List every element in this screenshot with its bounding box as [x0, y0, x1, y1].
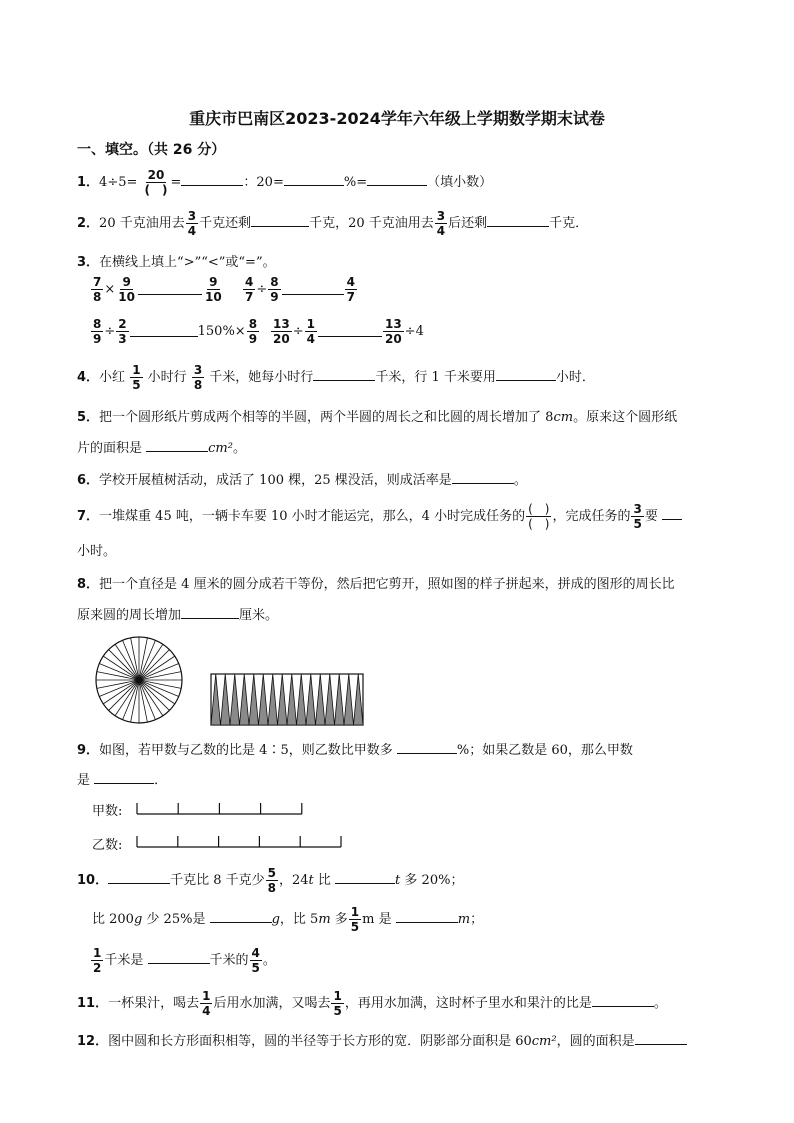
section-heading: 一、填空。（共 26 分）	[77, 142, 226, 158]
question-10-line3: $\frac{1}{2}$ 千米是 千米的 $\frac{4}{5}$ 。	[93, 946, 276, 975]
question-10-line2: 比 200g 少 25%是 g，比 5m 多 $\frac{1}{5}$ m 是 m；	[92, 905, 484, 934]
answer-blank[interactable]	[130, 326, 198, 337]
question-10-line1: 10． 千克比 8 千克少 $\frac{5}{8}$ ，24t 比 t 多 20%；	[77, 866, 464, 895]
answer-blank[interactable]	[210, 910, 272, 923]
answer-blank[interactable]	[284, 173, 344, 186]
answer-blank[interactable]	[318, 326, 382, 337]
compare-2: $\frac{4}{7}$ ÷ $\frac{8}{9}$ $\frac{4}{7}$	[245, 275, 355, 304]
question-3: 3．在横线上填上“>”“<”或“=”。	[77, 255, 276, 270]
yi-bar	[135, 832, 345, 850]
answer-blank[interactable]	[181, 173, 243, 186]
answer-blank[interactable]	[396, 910, 458, 923]
question-5-line2: 片的面积是 cm²。	[77, 441, 246, 456]
question-7-line2: 小时。	[77, 544, 117, 559]
question-8-line1: 8．把一个直径是 4 厘米的圆分成若干等份，然后把它剪开，照如图的样子拼起来，拼成的图形的周长比	[77, 577, 675, 592]
question-2: 2．20 千克油用去 $\frac{3}{4}$ 千克还剩 千克，20 千克油用去 $\frac{3}{4}$ 后还剩 千克．	[77, 209, 589, 238]
answer-blank[interactable]	[94, 771, 154, 784]
yi-label: 乙数:	[92, 838, 123, 853]
answer-blank[interactable]	[635, 1032, 687, 1045]
compare-1: $\frac{7}{8}$ × $\frac{9}{10}$ $\frac{9}{10}$	[93, 275, 222, 304]
jia-bar	[135, 799, 305, 817]
question-1: 1．4÷5= $\frac{20}{( )}$ = ：20= %= （填小数）	[77, 168, 493, 197]
compare-4: $\frac{13}{20}$ ÷ $\frac{1}{4}$ $\frac{13}{20}$ ÷4	[273, 317, 424, 346]
answer-blank[interactable]	[148, 951, 210, 964]
answer-blank[interactable]	[146, 439, 208, 452]
answer-blank[interactable]	[282, 284, 344, 295]
question-9-line2: 是 ．	[77, 773, 168, 788]
divided-circle-figure	[94, 635, 184, 725]
answer-blank[interactable]	[335, 871, 395, 884]
answer-blank[interactable]	[592, 994, 654, 1007]
rearranged-shape-figure	[210, 673, 365, 727]
answer-blank[interactable]	[487, 214, 549, 227]
question-8-line2: 原来圆的周长增加 厘米。	[77, 608, 279, 623]
answer-blank[interactable]	[138, 284, 202, 295]
question-9-line1: 9．如图，若甲数与乙数的比是 4∶5，则乙数比甲数多 %；如果乙数是 60，那么甲数	[77, 743, 633, 758]
answer-blank[interactable]	[367, 173, 427, 186]
answer-blank[interactable]	[181, 606, 239, 619]
question-12: 12．图中圆和长方形面积相等，圆的半径等于长方形的宽．阴影部分面积是 60cm²，圆的面积是	[77, 1030, 687, 1049]
fraction: $\frac{20}{( )}$	[144, 168, 168, 197]
page-title: 重庆市巴南区2023-2024学年六年级上学期数学期末试卷	[189, 109, 605, 128]
question-4: 4．小红 $\frac{1}{5}$ 小时行 $\frac{3}{8}$ 千米，她每小时行 千米，行 1 千米要用 小时．	[77, 363, 595, 392]
question-5-line1: 5．把一个圆形纸片剪成两个相等的半圆，两个半圆的周长之和比圆的周长增加了 8cm。原来这个圆形纸	[77, 410, 678, 425]
answer-blank[interactable]	[496, 368, 556, 381]
answer-blank[interactable]	[313, 368, 375, 381]
answer-blank[interactable]	[662, 507, 682, 520]
question-11: 11．一杯果汁，喝去 $\frac{1}{4}$ 后用水加满，又喝去 $\frac{1}{5}$ ，再用水加满，这时杯子里水和果汁的比是 。	[77, 989, 667, 1018]
answer-blank[interactable]	[452, 471, 514, 484]
answer-blank[interactable]	[251, 214, 309, 227]
answer-blank[interactable]	[108, 871, 170, 884]
question-6: 6．学校开展植树活动，成活了 100 棵，25 棵没活，则成活率是 。	[77, 473, 527, 488]
question-7-line1: 7．一堆煤重 45 吨，一辆卡车要 10 小时才能运完，那么，4 小时完成任务的 $\frac{( )}{( )}$ ，完成任务的 $\frac{3}{5}$ 要	[77, 503, 682, 530]
jia-label: 甲数:	[92, 804, 123, 819]
answer-blank[interactable]	[397, 741, 457, 754]
compare-3: $\frac{8}{9}$ ÷ $\frac{2}{3}$ 150%× $\frac{8}{9}$	[93, 317, 258, 346]
